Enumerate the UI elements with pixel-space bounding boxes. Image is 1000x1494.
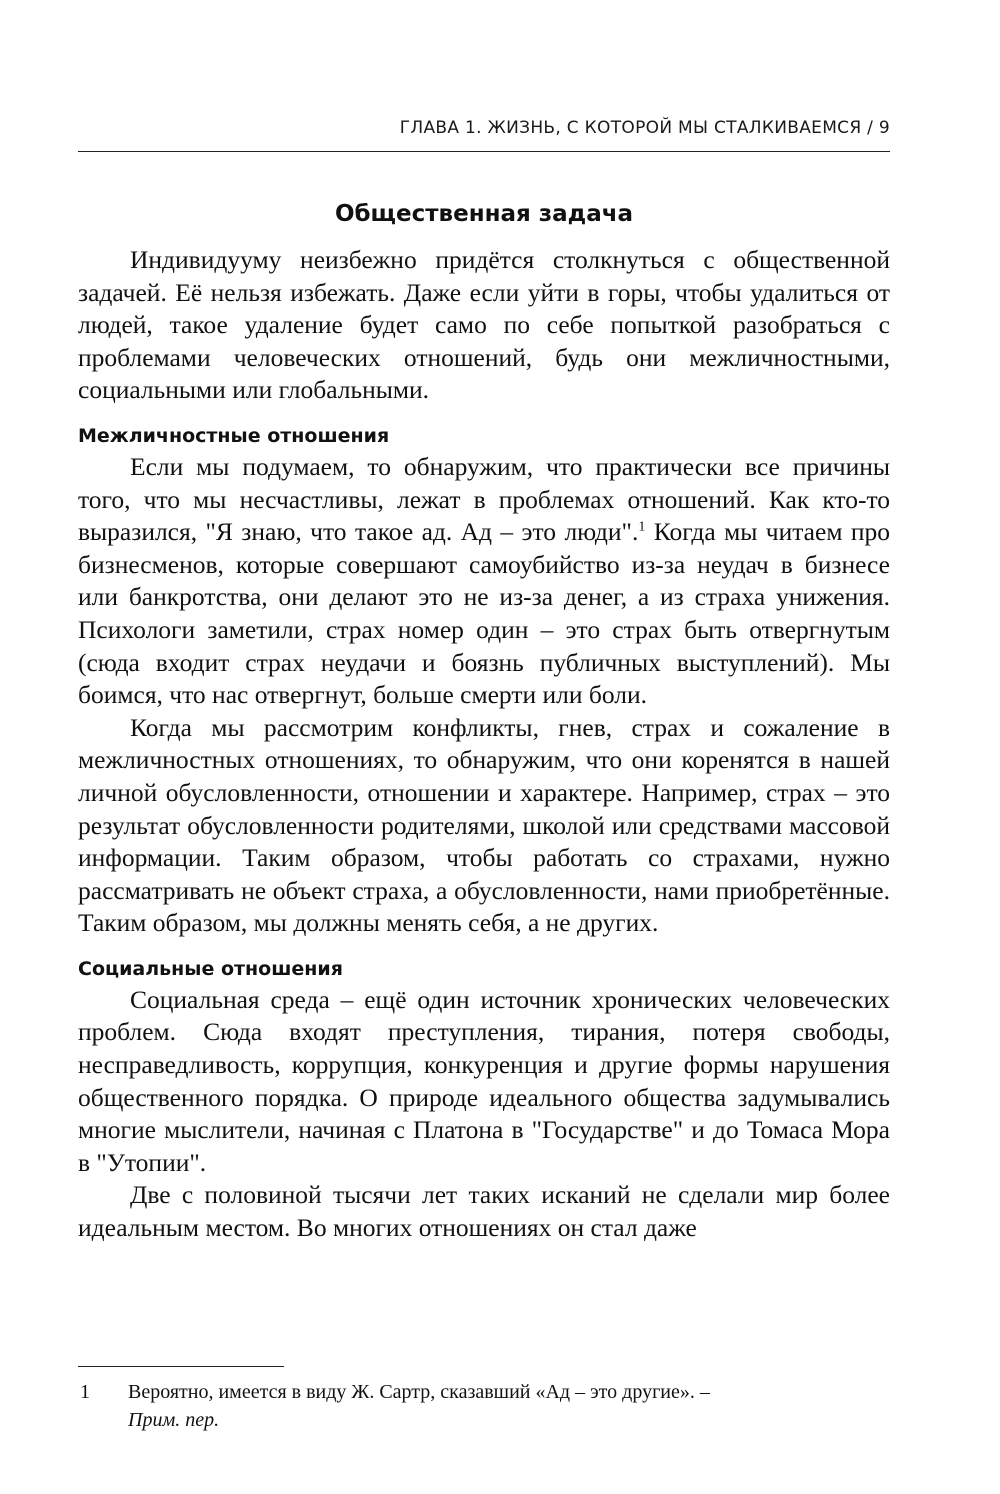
- footnote-text: Вероятно, имеется в виду Ж. Сартр, сказавший «Ад – это другие». –: [128, 1381, 710, 1403]
- paragraph-text: Если мы подумаем, то обнаружим, что практически все причины того, что мы несчастливы, лежат в проблемах отношений. Как кто-то выразился, "Я знаю, что такое ад. Ад – это люди".: [78, 451, 890, 547]
- footnote: [78, 1378, 890, 1434]
- footnote-rule: [78, 1366, 284, 1367]
- social-paragraph-1: Социальная среда – ещё один источник хронических человеческих проблем. Сюда входят преступления, тирания, потеря свободы, несправедливость, коррупция, конкуренция и другие формы нарушения общественного порядка. О природе идеального общества задумывались многие мыслители, начиная с Платона в "Государстве" и до Томаса Мора в "Утопии".: [78, 984, 890, 1177]
- book-page: [78, 0, 890, 1494]
- translator-note: Прим. пер.: [128, 1409, 220, 1431]
- subheading-interpersonal: Межличностные отношения: [78, 424, 390, 447]
- paragraph-text: Когда мы читаем про бизнесменов, которые совершают самоубийство из-за неудач в бизнесе или банкротства, они делают это не из-за денег, а из страха унижения. Психологи заметили, страх номер один – это страх быть отвергнутым (сюда входит страх неудачи и боязнь публичных выступлений). Мы боимся, что нас отвергнут, больше смерти или боли.: [78, 517, 890, 710]
- footnote-body: [128, 1378, 890, 1434]
- footnote-reference: 1: [638, 519, 646, 535]
- spacer: [78, 234, 890, 244]
- social-paragraph-2: Две с половиной тысячи лет таких исканий не сделали мир более идеальным местом. Во многих отношениях он стал даже: [78, 1180, 890, 1243]
- intro-paragraph: Индивидууму неизбежно придётся столкнуться с общественной задачей. Её нельзя избежать. Даже если уйти в горы, чтобы удалиться от людей, такое удаление будет само по себе попыткой разобраться с проблемами человеческих отношений, будь они межличностными, социальными или глобальными.: [78, 245, 890, 405]
- running-head: ГЛАВА 1. ЖИЗНЬ, С КОТОРОЙ МЫ СТАЛКИВАЕМСЯ / 9: [399, 118, 890, 138]
- section-title: Общественная задача: [334, 201, 634, 227]
- interpersonal-paragraph-2: Когда мы рассмотрим конфликты, гнев, страх и сожаление в межличностных отношениях, то обнаружим, что они коренятся в нашей личной обусловленности, отношении и характере. Например, страх – это результат обусловленности родителями, школой или средствами массовой информации. Таким образом, чтобы работать со страхами, нужно рассматривать не объект страха, а обусловленности, нами приобретённые. Таким образом, мы должны менять себя, а не других.: [78, 712, 890, 938]
- page-body: [78, 194, 890, 1245]
- interpersonal-paragraph-1: [78, 451, 890, 712]
- header-rule: [78, 151, 890, 152]
- subheading-social: Социальные отношения: [78, 957, 343, 980]
- footnote-number: 1: [80, 1381, 90, 1403]
